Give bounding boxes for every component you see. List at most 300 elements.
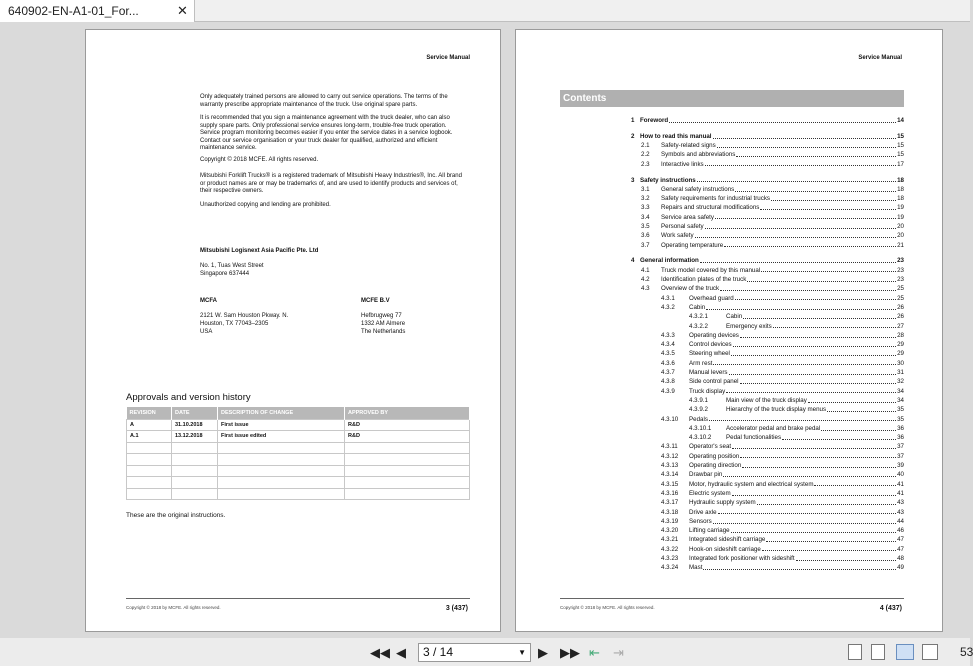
toc-title: Pedals (689, 415, 708, 423)
chevron-down-icon[interactable]: ▼ (518, 648, 526, 657)
toc-entry[interactable] (661, 563, 904, 572)
toc-number: 3.2 (641, 195, 650, 203)
toc-number: 4.3.15 (661, 480, 679, 488)
toc-leader-dots (740, 331, 896, 338)
toc-page: 14 (897, 117, 904, 124)
toc-entry[interactable] (641, 231, 904, 240)
toc-leader-dots (731, 526, 897, 533)
toc-entry[interactable] (631, 116, 904, 125)
toc-entry[interactable] (661, 470, 904, 479)
column-header: APPROVED BY (345, 407, 470, 419)
contents-heading: Contents (560, 90, 904, 107)
table-row (127, 465, 470, 477)
footer-copyright: Copyright © 2018 by MCFE. All rights reserved. (560, 605, 655, 610)
toc-entry[interactable] (641, 241, 904, 250)
toc-title: Hook-on sideshift carriage (689, 545, 761, 553)
mcfa-label: MCFA (200, 298, 217, 304)
toc-number: 4.3.23 (661, 555, 679, 562)
toc-title: Service area safety (661, 213, 714, 221)
toc-entry[interactable] (661, 415, 904, 424)
toc-number: 4.3.12 (661, 452, 679, 460)
toc-leader-dots (717, 141, 896, 148)
toc-leader-dots (713, 359, 896, 366)
toc-number: 4.3.10.1 (689, 424, 712, 432)
table-row (127, 454, 470, 466)
toc-title: How to read this manual (640, 132, 712, 140)
toc-page: 17 (897, 160, 904, 168)
tab-title: 640902-EN-A1-01_For... (8, 4, 139, 18)
toc-number: 4.3.14 (661, 471, 679, 479)
document-tab[interactable] (0, 0, 195, 22)
toc-leader-dots (735, 294, 896, 301)
toc-title: Hierarchy of the truck display menus (726, 406, 827, 414)
toc-entry[interactable] (661, 331, 904, 340)
original-note: These are the original instructions. (126, 512, 226, 519)
zoom-value[interactable]: 53 (960, 645, 973, 659)
toc-title: Arm rest (689, 359, 713, 367)
toc-page: 32 (897, 378, 904, 386)
toc-leader-dots (740, 452, 896, 459)
toc-number: 4.3.11 (661, 443, 678, 451)
toc-page: 43 (897, 499, 904, 507)
toc-number: 4.3.5 (661, 350, 675, 358)
toc-page: 43 (897, 508, 904, 516)
cell: 31.10.2018 (172, 419, 218, 431)
toc-page: 23 (897, 276, 904, 283)
toc-entry[interactable] (641, 266, 904, 275)
toc-leader-dots (762, 545, 896, 552)
toc-number: 4.3.10.2 (689, 434, 712, 442)
toc-page: 18 (897, 176, 904, 184)
toc-leader-dots (782, 433, 896, 440)
cell: 13.12.2018 (172, 431, 218, 443)
toc-page: 35 (897, 415, 904, 423)
toc-number: 4.3.4 (661, 341, 675, 349)
toc-number: 4.3.22 (661, 545, 679, 553)
toc-page: 34 (897, 387, 904, 395)
toc-entry[interactable] (661, 387, 904, 396)
toc-entry[interactable] (641, 203, 904, 212)
address-line: The Netherlands (361, 329, 406, 335)
toc-entry[interactable] (641, 150, 904, 159)
toc-leader-dots (703, 563, 896, 570)
cell: R&D (345, 431, 470, 443)
toc-title: Drive axle (689, 508, 717, 516)
page-selector-value: 3 / 14 (423, 645, 454, 659)
toc-number: 4.3.6 (661, 359, 675, 367)
close-icon[interactable]: ✕ (177, 3, 188, 18)
toc-entry[interactable] (641, 275, 904, 284)
toc-page: 36 (897, 434, 904, 442)
toc-number: 4.3.9 (661, 387, 675, 395)
toc-leader-dots (709, 415, 896, 422)
toc-entry[interactable] (661, 349, 904, 358)
toc-title: Control devices (689, 341, 732, 349)
approvals-heading: Approvals and version history (126, 392, 251, 403)
cell: First issue edited (218, 431, 345, 443)
toc-page: 26 (897, 303, 904, 311)
toc-title: Sensors (689, 517, 712, 525)
toc-number: 2.2 (641, 151, 650, 159)
table-row (127, 477, 470, 489)
toc-leader-dots (796, 554, 897, 561)
toc-title: Foreword (640, 117, 669, 124)
toc-leader-dots (732, 489, 897, 496)
toc-page: 29 (897, 341, 904, 349)
toc-number: 3.5 (641, 223, 650, 230)
page-number: 4 (437) (879, 605, 902, 612)
toc-number: 4.3.1 (661, 294, 675, 302)
toc-title: Cabin (726, 313, 743, 321)
column-header: REVISION (127, 407, 172, 419)
toc-title: General information (640, 257, 699, 265)
toc-page: 34 (897, 396, 904, 404)
toc-number: 4.3.19 (661, 517, 679, 525)
toc-page: 39 (897, 462, 904, 469)
toc-leader-dots (757, 498, 896, 505)
toc-page: 28 (897, 331, 904, 339)
page-4 (515, 29, 943, 632)
toc-leader-dots (706, 303, 896, 310)
toc-page: 29 (897, 350, 904, 358)
address-line: Singapore 637444 (200, 270, 250, 277)
page-number: 3 (437) (445, 605, 468, 612)
toc-number: 4.3.2.1 (689, 313, 708, 321)
toc-entry[interactable] (661, 554, 904, 563)
toc-leader-dots (814, 480, 896, 487)
toc-page: 40 (897, 471, 904, 479)
toc-title: Steering wheel (689, 350, 730, 358)
toc-title: Manual levers (689, 369, 728, 376)
toc-leader-dots (771, 194, 896, 201)
toc-entry[interactable] (661, 294, 904, 303)
toc-title: Accelerator pedal and brake pedal (726, 424, 821, 432)
back-view-icon[interactable]: ⇤ (589, 645, 600, 660)
toc-number: 4.3.3 (661, 331, 675, 339)
toc-entry[interactable] (641, 284, 904, 293)
toc-page: 35 (897, 406, 904, 414)
toc-entry[interactable] (661, 517, 904, 526)
toc-number: 2 (631, 132, 635, 140)
toc-entry[interactable] (689, 405, 904, 414)
toc-page: 25 (897, 294, 904, 302)
toc-leader-dots (697, 176, 896, 183)
toc-number: 4.3.17 (661, 499, 679, 507)
toc-leader-dots (740, 377, 897, 384)
toc-page: 18 (897, 185, 904, 193)
toc-number: 4.3.2 (661, 303, 675, 311)
toc-leader-dots (766, 535, 896, 542)
toc-number: 4.3.8 (661, 378, 675, 386)
toc-page: 23 (897, 257, 904, 265)
footer-divider (126, 598, 470, 599)
toc-page: 47 (897, 536, 904, 544)
toc-title: Operator's seat (689, 443, 732, 451)
toc-number: 4.3.24 (661, 564, 679, 572)
toc-entry[interactable] (689, 424, 904, 433)
toc-title: Work safety (661, 232, 694, 240)
paragraph: Unauthorized copying and lending are prohibited. (200, 202, 331, 208)
toc-number: 3 (631, 176, 635, 184)
toc-number: 3.7 (641, 241, 650, 249)
toc-page: 41 (897, 489, 904, 497)
toc-title: Main view of the truck display (726, 396, 807, 404)
toc-entry[interactable] (689, 312, 904, 321)
toc-title: Overhead guard (689, 294, 734, 302)
toc-number: 4.3 (641, 285, 650, 293)
toc-title: Drawbar pin (689, 471, 723, 479)
toc-leader-dots (761, 266, 896, 273)
toc-page: 36 (897, 424, 904, 432)
toc-entry[interactable] (661, 359, 904, 368)
toc-entry[interactable] (661, 377, 904, 386)
cell: R&D (345, 419, 470, 431)
toc-leader-dots (695, 231, 897, 238)
toc-title: General safety instructions (661, 185, 735, 193)
toc-page: 20 (897, 232, 904, 240)
toc-number: 4.3.9.2 (689, 406, 708, 414)
toc-leader-dots (736, 150, 896, 157)
toc-title: Emergency exits (726, 322, 772, 330)
toc-entry[interactable] (661, 535, 904, 544)
toc-number: 4.1 (641, 266, 650, 274)
toc-title: Operating devices (689, 331, 739, 339)
toc-leader-dots (705, 160, 896, 167)
toc-entry[interactable] (641, 222, 904, 231)
toc-page: 15 (897, 142, 904, 150)
toc-page: 30 (897, 359, 904, 367)
toc-number: 4.3.10 (661, 415, 679, 423)
toc-number: 4.3.21 (661, 536, 679, 544)
toc-entry[interactable] (631, 256, 904, 265)
toc-leader-dots (731, 349, 896, 356)
toc-page: 37 (897, 443, 904, 451)
toc-title: Pedal functionalities (726, 434, 782, 442)
column-header: DATE (172, 407, 218, 419)
toc-leader-dots (713, 132, 897, 139)
toc-number: 3.4 (641, 213, 650, 221)
toc-entry[interactable] (641, 213, 904, 222)
toc-number: 2.3 (641, 160, 650, 168)
toc-page: 47 (897, 545, 904, 553)
company-name: Mitsubishi Logisnext Asia Pacific Pte. Ltd (200, 248, 319, 254)
toc-page: 27 (897, 322, 904, 330)
toc-title: Safety-related signs (661, 142, 716, 150)
toc-entry[interactable] (661, 545, 904, 554)
table-row (127, 442, 470, 454)
toc-leader-dots (808, 396, 896, 403)
page-header: Service Manual (426, 55, 470, 61)
toc-entry[interactable] (661, 452, 904, 461)
toc-number: 4.3.13 (661, 462, 679, 469)
table-row (127, 419, 470, 431)
toc-number: 4.3.16 (661, 489, 679, 497)
toc-leader-dots (700, 256, 896, 263)
toc-page: 25 (897, 285, 904, 293)
table-row (127, 431, 470, 443)
address-line: USA (200, 329, 213, 335)
toc-title: Operating direction (689, 462, 742, 469)
toc-number: 4.3.18 (661, 508, 679, 516)
address-line: 2121 W. Sam Houston Pkway. N. (200, 313, 289, 319)
toc-page: 26 (897, 313, 904, 321)
toc-number: 3.1 (641, 185, 650, 193)
toc-entry[interactable] (661, 442, 904, 451)
continuous-facing-view-icon[interactable] (922, 644, 938, 660)
toc-page: 49 (897, 564, 904, 572)
toc-title: Interactive links (661, 160, 704, 168)
toc-leader-dots (743, 312, 896, 319)
toc-entry[interactable] (641, 185, 904, 194)
page-selector[interactable] (418, 643, 531, 662)
toc-entry[interactable] (689, 322, 904, 331)
toc-leader-dots (827, 405, 896, 412)
toc-title: Electric system (689, 489, 731, 497)
toc-title: Hydraulic supply system (689, 499, 756, 507)
toc-leader-dots (705, 222, 896, 229)
toc-leader-dots (733, 340, 896, 347)
toc-title: Integrated sideshift carriage (689, 536, 766, 544)
cell: A.1 (127, 431, 172, 443)
toc-title: Truck model covered by this manual (661, 266, 761, 274)
toc-number: 4.2 (641, 276, 650, 283)
toc-number: 4.3.9.1 (689, 396, 708, 404)
toc-leader-dots (735, 185, 896, 192)
toc-number: 4.3.2.2 (689, 322, 708, 330)
toc-leader-dots (726, 387, 896, 394)
toc-page: 46 (897, 527, 904, 535)
toc-title: Operating position (689, 452, 740, 460)
toc-page: 20 (897, 223, 904, 230)
toc-page: 21 (897, 241, 904, 249)
toc-title: Side control panel (689, 378, 739, 386)
toc-number: 2.1 (641, 142, 650, 150)
toc-number: 3.3 (641, 204, 650, 212)
forward-view-icon[interactable]: ⇥ (613, 645, 624, 660)
toc-leader-dots (729, 368, 897, 375)
toc-page: 37 (897, 452, 904, 460)
toc-entry[interactable] (661, 340, 904, 349)
toc-number: 4.3.7 (661, 369, 675, 376)
paragraph: Copyright © 2018 MCFE. All rights reserved. (200, 157, 319, 163)
first-page-icon[interactable]: ◀◀ (370, 645, 390, 660)
toc-page: 23 (897, 266, 904, 274)
toc-title: Integrated fork positioner with sideshift (689, 555, 795, 562)
table-row (127, 488, 470, 500)
toc-entry[interactable] (661, 489, 904, 498)
toc-number: 3.6 (641, 232, 650, 240)
footer-copyright: Copyright © 2018 by MCFE. All rights reserved. (126, 605, 221, 610)
toc-page: 41 (897, 480, 904, 488)
address-line: 1332 AM Almere (361, 321, 406, 327)
toc-leader-dots (718, 508, 897, 515)
last-page-icon[interactable]: ▶▶ (560, 645, 580, 660)
toc-page: 31 (897, 369, 904, 376)
next-page-icon[interactable]: ▶ (538, 645, 548, 660)
toc-title: Repairs and structural modifications (661, 204, 760, 212)
toc-entry[interactable] (641, 160, 904, 169)
toc-leader-dots (773, 322, 896, 329)
toc-entry[interactable] (631, 176, 904, 185)
paragraph: Only adequately trained persons are allowed to carry out service operations. The terms of the warranty prescribe appropriate maintenance of the truck. Use original spare parts. (200, 94, 448, 108)
toc-leader-dots (821, 424, 896, 431)
toc-entry[interactable] (661, 368, 904, 377)
toc-title: Mast (689, 564, 703, 572)
facing-view-icon[interactable] (896, 644, 914, 660)
toc-leader-dots (742, 461, 896, 468)
toc-entry[interactable] (661, 480, 904, 489)
toc-entry[interactable] (661, 303, 904, 312)
toc-title: Safety instructions (640, 176, 696, 184)
toc-title: Lifting carriage (689, 527, 730, 535)
tab-bar (0, 0, 970, 22)
toc-page: 19 (897, 213, 904, 221)
toc-leader-dots (713, 517, 896, 524)
toc-entry[interactable] (631, 132, 904, 141)
toc-title: Motor, hydraulic system and electrical system (689, 480, 814, 488)
footer-divider (560, 598, 904, 599)
toc-page: 44 (897, 517, 904, 525)
column-header: DESCRIPTION OF CHANGE (218, 407, 345, 419)
page-header: Service Manual (858, 55, 902, 61)
mcfe-label: MCFE B.V (361, 298, 390, 304)
toc-entry[interactable] (661, 526, 904, 535)
toc-leader-dots (724, 241, 896, 248)
toc-title: Cabin (689, 303, 706, 311)
previous-page-icon[interactable]: ◀ (396, 645, 406, 660)
paragraph: Mitsubishi Forklift Trucks® is a registered trademark of Mitsubishi Heavy Industries®, Inc. All brand or product names are or may be trademarks of, and are used to identify products and services of, their respective owners. (200, 173, 462, 195)
cell: A (127, 419, 172, 431)
toc-leader-dots (760, 203, 896, 210)
toc-page: 19 (897, 204, 904, 212)
toc-number: 4.3.20 (661, 527, 679, 535)
address-line: No. 1, Tuas West Street (200, 263, 264, 269)
toc-leader-dots (720, 284, 896, 291)
toc-title: Safety requirements for industrial trucks (661, 195, 771, 203)
toc-title: Identification plates of the truck (661, 276, 747, 283)
toc-number: 4 (631, 257, 635, 265)
toc-number: 1 (631, 117, 635, 124)
toc-title: Personal safety (661, 223, 704, 230)
toc-title: Truck display (689, 387, 726, 395)
address-line: Houston, TX 77043–2305 (200, 321, 269, 327)
toc-title: Operating temperature (661, 241, 724, 249)
toc-entry[interactable] (661, 461, 904, 470)
toc-page: 48 (897, 555, 904, 562)
toc-entry[interactable] (689, 396, 904, 405)
toc-leader-dots (669, 116, 896, 123)
page-3 (85, 29, 501, 632)
toc-page: 18 (897, 195, 904, 203)
toc-leader-dots (723, 470, 896, 477)
continuous-view-icon[interactable] (871, 644, 885, 660)
toc-entry[interactable] (641, 141, 904, 150)
toc-entry[interactable] (661, 508, 904, 517)
paragraph: It is recommended that you sign a maintenance agreement with the truck dealer, who can also supply spare parts. Only professional service ensures long-term, trouble-free truck operation. Service program monitoring becomes easier if you enter the service dates in a service logbook. Contact our service organisation or your truck dealer for qualified, authorized and efficient maintenance service. (200, 115, 453, 152)
cell: First issue (218, 419, 345, 431)
address-line: Hefbrugweg 77 (361, 313, 402, 319)
single-page-view-icon[interactable] (848, 644, 862, 660)
toc-entry[interactable] (661, 498, 904, 507)
toc-page: 15 (897, 132, 904, 140)
version-history-table (126, 407, 470, 500)
toc-leader-dots (747, 275, 896, 282)
toc-leader-dots (732, 442, 896, 449)
toc-title: Symbols and abbreviations (661, 151, 736, 159)
toc-page: 15 (897, 151, 904, 159)
toc-entry[interactable] (641, 194, 904, 203)
toc-entry[interactable] (689, 433, 904, 442)
